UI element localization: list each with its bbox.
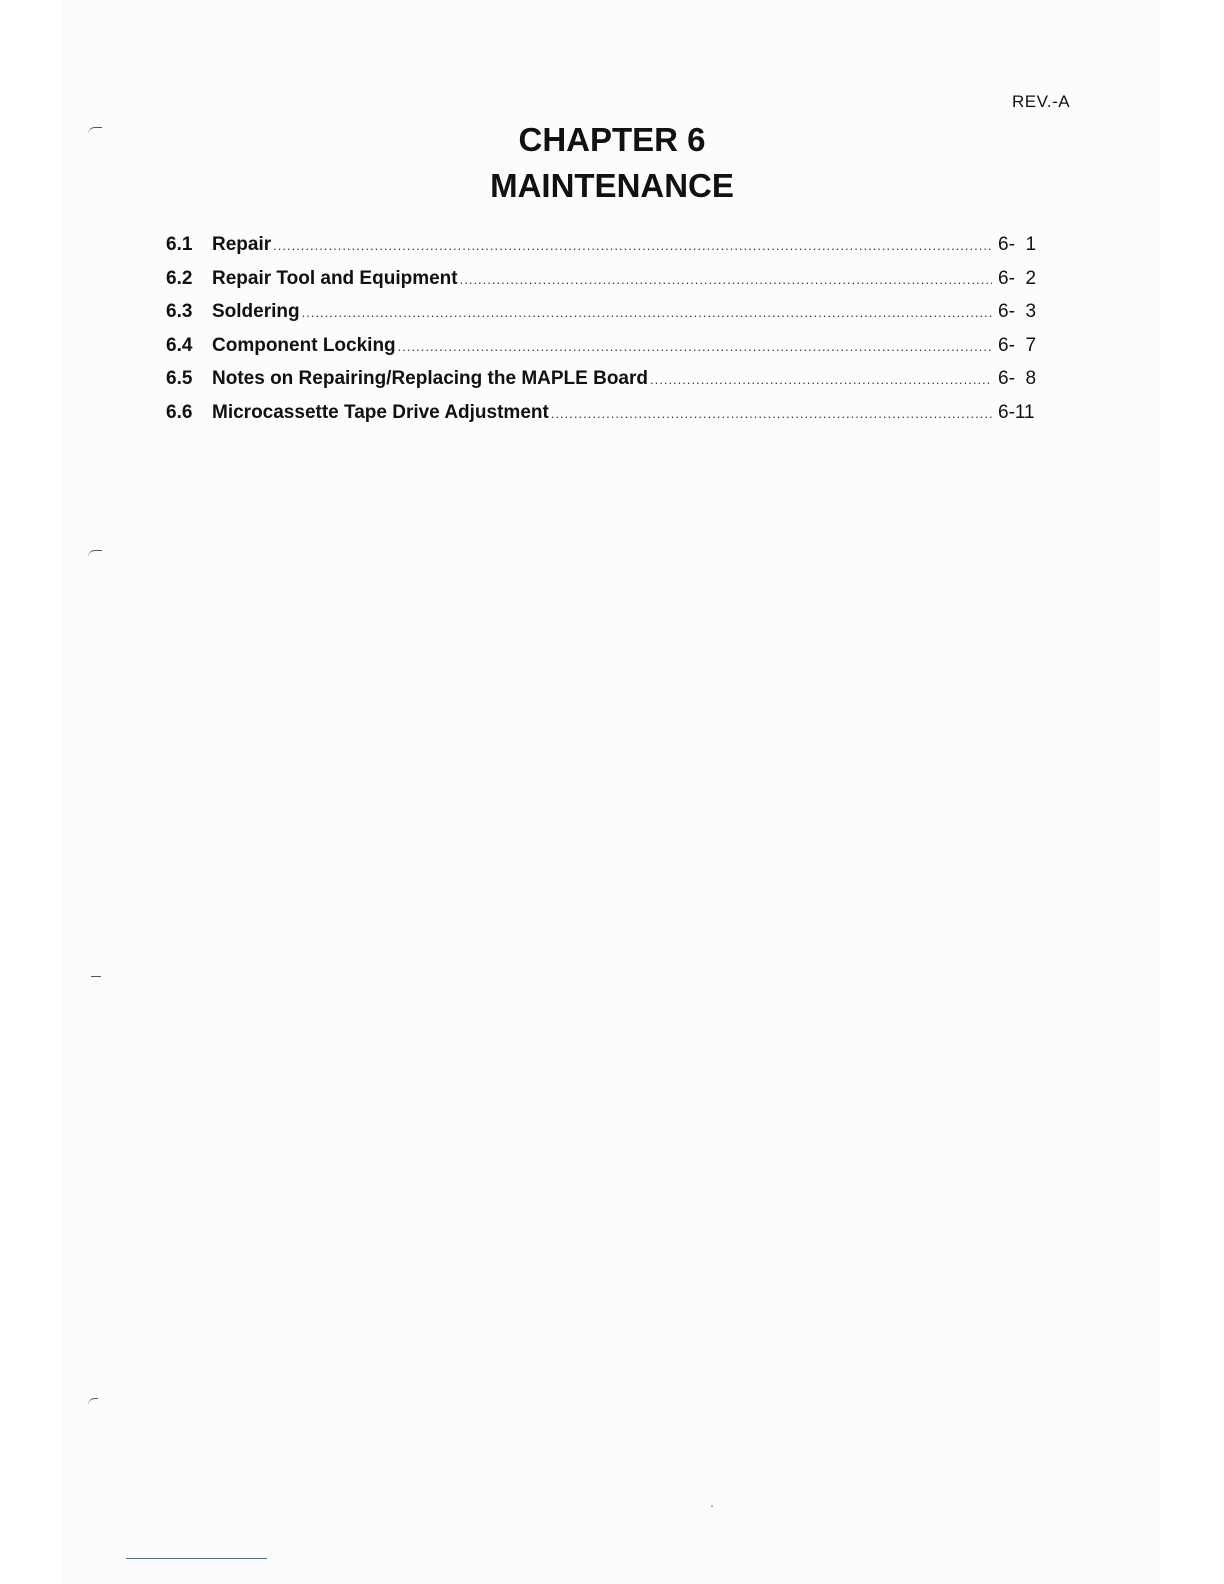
toc-entry	[166, 234, 1046, 268]
scan-speck	[711, 1505, 713, 1507]
toc-entry-number: 6.5	[166, 368, 193, 390]
toc-entry-title: Component Locking	[212, 334, 396, 356]
toc-dot-leader	[551, 406, 992, 421]
toc-entry-number: 6.4	[166, 334, 193, 356]
toc-dot-leader	[302, 305, 992, 320]
toc-entry-page: 6- 8	[998, 368, 1037, 390]
toc-entry	[166, 301, 1046, 335]
toc-entry-title: Repair	[212, 234, 272, 255]
toc-entry	[166, 335, 1046, 369]
toc-entry-page: 6- 2	[998, 267, 1037, 289]
toc-entry-page: 6- 7	[998, 334, 1037, 356]
binder-hole-mark	[88, 127, 102, 134]
binder-hole-mark	[88, 550, 102, 557]
toc-entry	[166, 402, 1046, 436]
toc-entry-page: 6- 1	[998, 234, 1037, 255]
toc-entry-title: Microcassette Tape Drive Adjustment	[212, 401, 549, 423]
toc-entry-number: 6.1	[166, 234, 193, 255]
toc-dot-leader	[460, 272, 992, 287]
chapter-title: MAINTENANCE	[490, 167, 734, 204]
toc-entry	[166, 268, 1046, 302]
toc-entry-number: 6.3	[166, 301, 193, 323]
toc-dot-leader	[650, 372, 992, 387]
toc-dot-leader	[273, 238, 992, 253]
toc-entry-page: 6-11	[998, 401, 1035, 423]
toc-entry-number: 6.2	[166, 267, 193, 289]
revision-label: REV.-A	[1012, 92, 1071, 111]
footer-rule	[126, 1558, 267, 1559]
toc-entry-title: Repair Tool and Equipment	[212, 267, 458, 289]
toc-entry-title: Soldering	[212, 301, 300, 323]
table-of-contents	[166, 234, 1046, 436]
toc-entry-number: 6.6	[166, 401, 193, 423]
toc-dot-leader	[398, 339, 992, 354]
chapter-number: CHAPTER 6	[518, 121, 706, 158]
toc-entry-title: Notes on Repairing/Replacing the MAPLE Board	[212, 368, 648, 390]
binder-hole-mark	[91, 976, 101, 983]
toc-entry	[166, 368, 1046, 402]
toc-entry-page: 6- 3	[998, 301, 1037, 323]
binder-hole-mark	[88, 1398, 98, 1405]
